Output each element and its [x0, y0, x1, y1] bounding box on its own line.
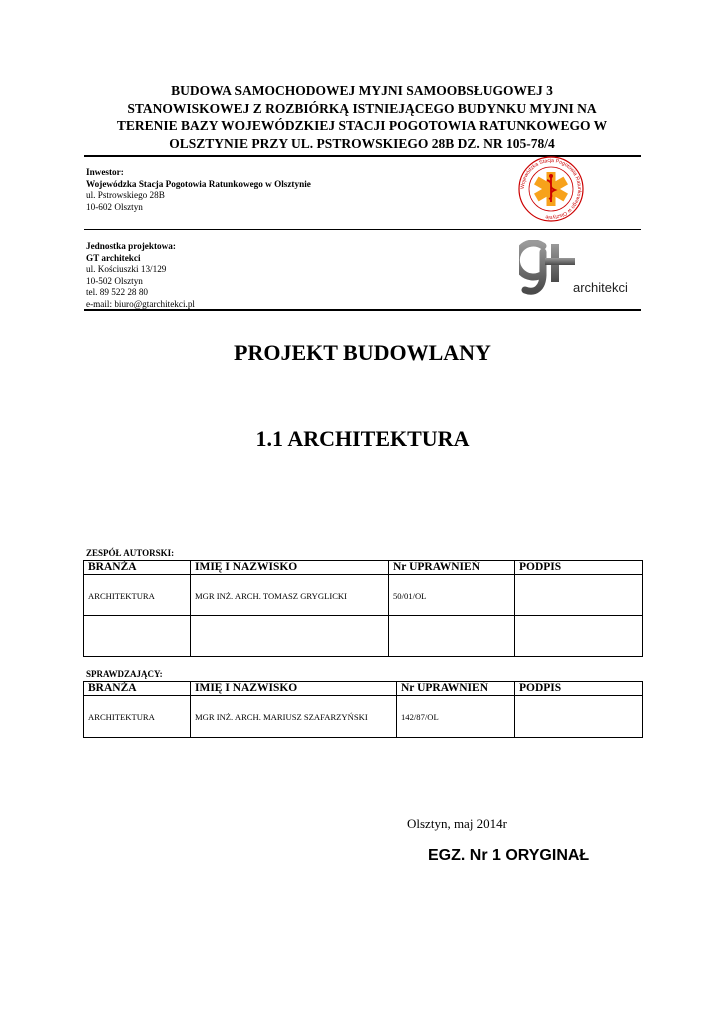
designer-block [86, 241, 195, 311]
table-row [84, 575, 643, 616]
table-cell: ARCHITEKTURA [84, 696, 191, 738]
signature-cell [515, 696, 643, 738]
project-title-line: BUDOWA SAMOCHODOWEJ MYJNI SAMOOBSŁUGOWEJ 3 [171, 83, 553, 98]
project-title-line: STANOWISKOWEJ Z ROZBIÓRKĄ ISTNIEJĄCEGO BUDYNKU MYJNI NA [127, 100, 597, 116]
column-header: Nr UPRAWNIEŃ [389, 561, 515, 575]
table-cell: 142/87/OL [397, 696, 515, 738]
table-cell: MGR INŻ. ARCH. TOMASZ GRYGLICKI [191, 575, 389, 616]
table-cell [191, 616, 389, 657]
investor-label: Inwestor: [86, 167, 124, 177]
project-title [84, 82, 640, 152]
authors-label: ZESPÓŁ AUTORSKI: [86, 548, 175, 558]
table-cell: 50/01/OL [389, 575, 515, 616]
designer-email: e-mail: biuro@gtarchitekci.pl [86, 298, 195, 309]
designer-label: Jednostka projektowa: [86, 241, 176, 251]
divider [84, 309, 641, 311]
checkers-label: SPRAWDZAJĄCY: [86, 669, 163, 679]
table-cell: MGR INŻ. ARCH. MARIUSZ SZAFARZYŃSKI [191, 696, 397, 738]
investor-city: 10-602 Olsztyn [86, 201, 143, 212]
copy-number: EGZ. Nr 1 ORYGINAŁ [428, 847, 590, 864]
project-title-line: TERENIE BAZY WOJEWÓDZKIEJ STACJI POGOTOWIA RATUNKOWEGO W [116, 118, 608, 133]
table-cell [389, 616, 515, 657]
document-title: PROJEKT BUDOWLANY [234, 340, 491, 365]
column-header: BRANŻA [84, 682, 191, 696]
column-header: IMIĘ I NAZWISKO [191, 561, 389, 575]
investor-name: Wojewódzka Stacja Pogotowia Ratunkowego w Olsztynie [86, 178, 311, 189]
signature-cell [515, 575, 643, 616]
column-header: PODPIS [515, 561, 643, 575]
divider [84, 229, 641, 230]
logo-ring-text: Wojewódzka Stacja Pogotowia Ratunkowego w Olsztynie [519, 157, 583, 221]
column-header: PODPIS [515, 682, 643, 696]
document-subtitle: 1.1 ARCHITEKTURA [255, 426, 470, 451]
table-cell [84, 616, 191, 657]
investor-street: ul. Pstrowskiego 28B [86, 190, 165, 201]
table-row [84, 696, 643, 738]
column-header: BRANŻA [84, 561, 191, 575]
logo-wordmark: architekci [573, 280, 628, 295]
ambulance-service-logo [518, 156, 584, 222]
signature-cell [515, 616, 643, 657]
authors-table [83, 560, 643, 657]
designer-phone: tel. 89 522 28 80 [86, 287, 149, 298]
column-header: Nr UPRAWNIEŃ [397, 682, 515, 696]
designer-city: 10-502 Olsztyn [86, 275, 143, 286]
table-cell: ARCHITEKTURA [84, 575, 191, 616]
table-header-row [84, 561, 643, 575]
checkers-table [83, 681, 643, 738]
project-title-line: OLSZTYNIE PRZY UL. PSTROWSKIEGO 28B DZ. NR 105-78/4 [169, 135, 555, 151]
table-row [84, 616, 643, 657]
place-date: Olsztyn, maj 2014r [407, 816, 508, 831]
gt-architekci-logo [519, 240, 631, 296]
designer-name: GT architekci [86, 252, 141, 263]
designer-street: ul. Kościuszki 13/129 [86, 264, 167, 275]
investor-block [86, 167, 311, 213]
column-header: IMIĘ I NAZWISKO [191, 682, 397, 696]
table-header-row [84, 682, 643, 696]
